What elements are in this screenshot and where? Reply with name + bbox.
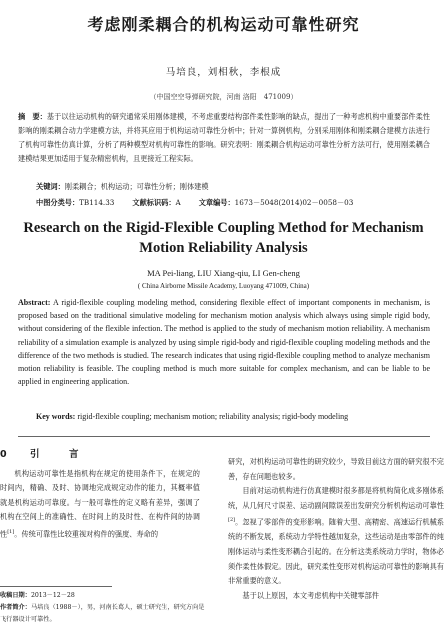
chinese-authors: 马培良，刘相秋，李根成 <box>165 67 282 78</box>
english-keywords-label: Key words: <box>36 412 76 421</box>
english-affiliation: ( China Airborne Missile Academy, Luoyang 471009, China) <box>137 282 310 290</box>
article-no-value: 1673－5048(2014)02－0058－03 <box>234 198 354 207</box>
clc-value: TB114.33 <box>79 198 115 207</box>
english-abstract-text: A rigid-flexible coupling modeling method, considering flexible effect of important components in mechanism, is proposed based on the traditional simulative modeling for mechanism motion analysis which always using simple rigid body, without considering of the flexible infection. The method is applied to the study of mechanism motion reliability. A mechanism reliability of a simulation example is analyzed by using simple rigid-body and rigid-flexible coupling modeling methods and the difference of the two methods is studied. The research indicates that using rigid-flexible coupling method to analyze mechanism motion reliability is feasible. The coupling method is much more suitable for complex mechanism, and can be liable to be applied in engineering application. <box>18 298 430 387</box>
chinese-keywords-text: 刚柔耦合；机构运动；可靠性分析；刚体建模 <box>64 182 209 191</box>
chinese-title: 考虑刚柔耦合的机构运动可靠性研究 <box>87 15 360 34</box>
intro-paragraph-2 <box>228 484 444 589</box>
doc-code-value: A <box>175 198 181 207</box>
received-date <box>0 590 210 602</box>
left-column <box>0 448 200 542</box>
english-abstract-label: Abstract: <box>18 298 51 307</box>
english-keywords-text: rigid-flexible coupling; mechanism motion; reliability analysis; rigid-body modeling <box>77 412 349 421</box>
intro-paragraph-3: 基于以上原因，本文考虑机构中关键零部件 <box>242 590 379 600</box>
chinese-abstract-label: 摘 要： <box>18 112 47 121</box>
intro-text-1: 机构运动可靠性是指机构在规定的使用条件下，在规定的时间内，精确、及时、协调地完成规定动作的能力，其概率值就是机构运动可靠度。与一般可靠性的定义略有差异，强调了机构在空间上的准确性、在时间上的及时性、在构件间的协调性 <box>0 468 200 539</box>
intro-text-1-end: 。传统可靠性比较重视对构件的强度、寿命的 <box>14 529 159 539</box>
chinese-abstract <box>18 110 430 166</box>
intro-paragraph-cont: 研究，对机构运动可靠性的研究较少，导致目前这方面的研究很不完善，存在问题也较多。 <box>228 457 444 481</box>
reference-1: [1] <box>7 528 15 535</box>
section-heading <box>0 448 200 463</box>
english-authors: MA Pei-liang, LIU Xiang-qiu, LI Gen-cheng <box>147 268 300 278</box>
intro-paragraph-1 <box>0 467 200 542</box>
english-keywords <box>36 412 348 421</box>
english-title: Research on the Rigid-Flexible Coupling Method for Mechanism Motion Reliability Analysis <box>23 220 424 256</box>
received-label: 收稿日期： <box>0 592 31 599</box>
english-abstract <box>18 296 430 388</box>
footnotes <box>0 590 210 626</box>
article-no-label: 文章编号： <box>198 198 235 207</box>
right-column <box>228 455 444 603</box>
classification-line <box>36 198 353 208</box>
intro-text-2: 目前对运动机构进行仿真建模时很多都是将机构简化成多刚体系统，从几何尺寸误差、运动副间隙误差出发研究分析机构运动可靠性 <box>228 486 444 510</box>
chinese-keywords-label: 关键词： <box>36 182 65 191</box>
author-bio-label: 作者简介： <box>0 604 31 611</box>
clc-label: 中图分类号： <box>36 198 80 207</box>
chinese-affiliation: （中国空空导弹研究院，河南 洛阳 471009） <box>149 93 298 101</box>
reference-2: [2] <box>228 517 236 524</box>
section-title: 引 言 <box>29 449 89 460</box>
section-number: 0 <box>0 449 17 460</box>
divider-line <box>18 436 430 437</box>
received-value: 2013－12－28 <box>30 592 75 599</box>
doc-code-label: 文献标识码： <box>132 198 176 207</box>
author-bio <box>0 602 210 626</box>
chinese-abstract-text: 基于以往运动机构的研究通常采用刚体建模，不考虑重要结构部件柔性影响的缺点，提出了一种考虑机构中重要部件柔性影响的刚柔耦合动力学建模方法，并将其应用于机构运动可靠性分析中；针对一算例机构，分别采用刚体和刚柔耦合建模方法进行了机构可靠性仿真计算，分析了两种模型对机构可靠性的影响。研究表明：刚柔耦合机构运动可靠性分析方法可行，使用刚柔耦合建模结果更加适用于复杂精密机构，且更接近工程实际。 <box>18 112 430 163</box>
intro-text-2-end: 。忽视了零部件的变形影响。随着大型、高精密、高速运行机械系统的不断发展，系统动力学特性越加复杂，这些运动是由零部件的纯刚体运动与柔性变形耦合引起的。在分析这类系统动力学时，物体必须作柔性体假定。因此，研究柔性变形对机构运动可靠性的影响具有非常重要的意义。 <box>228 517 444 586</box>
author-bio-text: 马培良（1988－），男，河南长葛人，硕士研究生，研究方向是飞行器设计可靠性。 <box>0 604 205 623</box>
footnote-divider <box>0 586 112 587</box>
chinese-keywords <box>36 182 209 192</box>
